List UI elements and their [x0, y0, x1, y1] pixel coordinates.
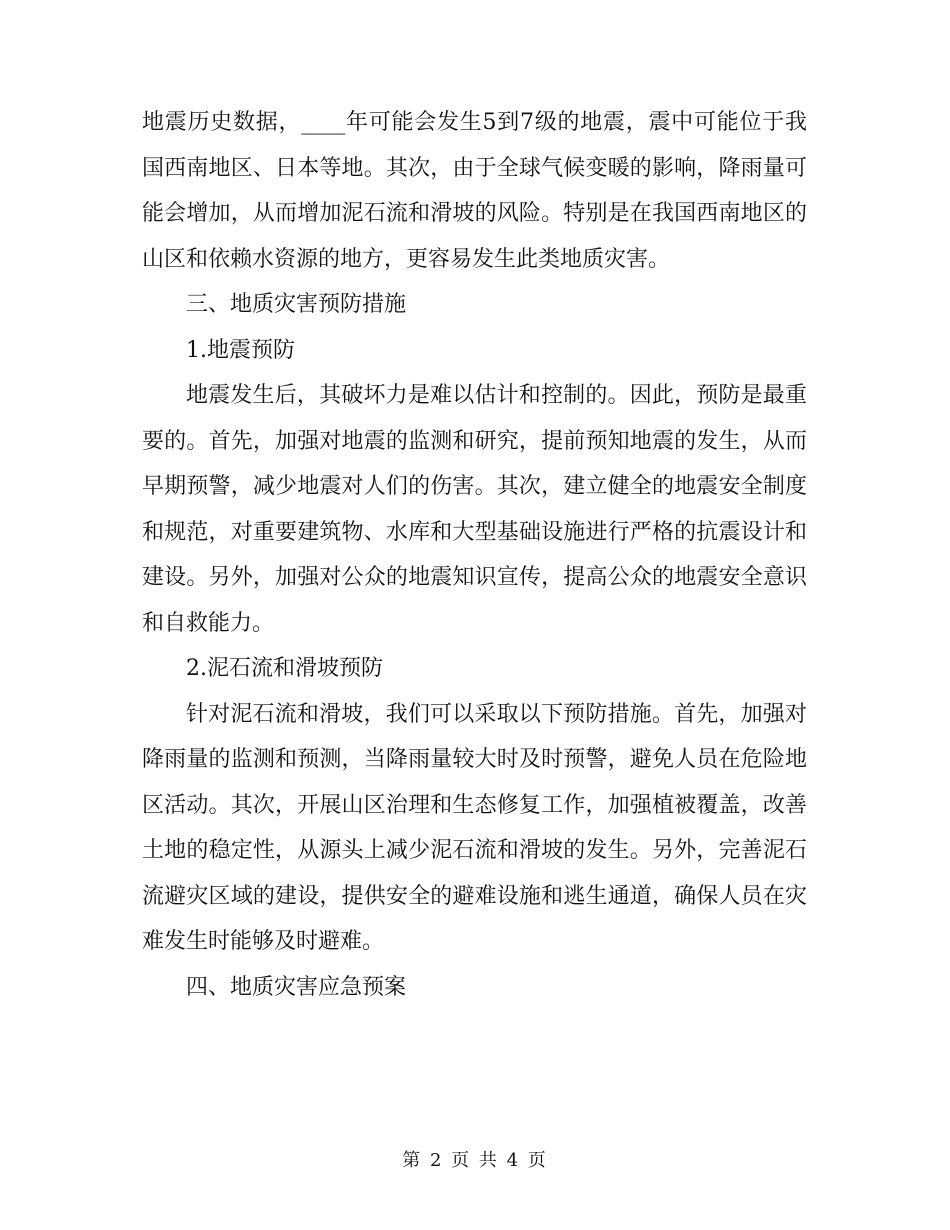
paragraph-earthquake-prevention: 地震发生后，其破坏力是难以估计和控制的。因此，预防是最重要的。首先，加强对地震的监测和研究，提前预知地震的发生，从而早期预警，减少地震对人们的伤害。其次，建立健全的地震安全制度和规范，对重要建筑物、水库和大型基础设施进行严格的抗震设计和建设。另外，加强对公众的地震知识宣传，提高公众的地震安全意识和自救能力。 [142, 383, 807, 636]
paragraph-continuation: 地震历史数据，____年可能会发生5到7级的地震，震中可能位于我国西南地区、日本等地。其次，由于全球气候变暖的影响，降雨量可能会增加，从而增加泥石流和滑坡的风险。特别是在我国西南地区的山区和依赖水资源的地方，更容易发生此类地质灾害。 [142, 110, 807, 272]
page-number-footer: 第 2 页 共 4 页 [402, 1150, 548, 1171]
section-heading-emergency-plan: 四、地质灾害应急预案 [186, 974, 407, 1000]
document-body [142, 100, 807, 1010]
section-heading-prevention: 三、地质灾害预防措施 [186, 292, 407, 317]
paragraph-landslide-prevention: 针对泥石流和滑坡，我们可以采取以下预防措施。首先，加强对降雨量的监测和预测，当降雨量较大时及时预警，避免人员在危险地区活动。其次，开展山区治理和生态修复工作，加强植被覆盖，改善土地的稳定性，从源头上减少泥石流和滑坡的发生。另外，完善泥石流避灾区域的建设，提供安全的避难设施和逃生通道，确保人员在灾难发生时能够及时避难。 [142, 701, 807, 954]
subheading-landslide-prevention: 2.泥石流和滑坡预防 [186, 656, 383, 681]
subheading-earthquake-prevention: 1.地震预防 [186, 337, 295, 363]
